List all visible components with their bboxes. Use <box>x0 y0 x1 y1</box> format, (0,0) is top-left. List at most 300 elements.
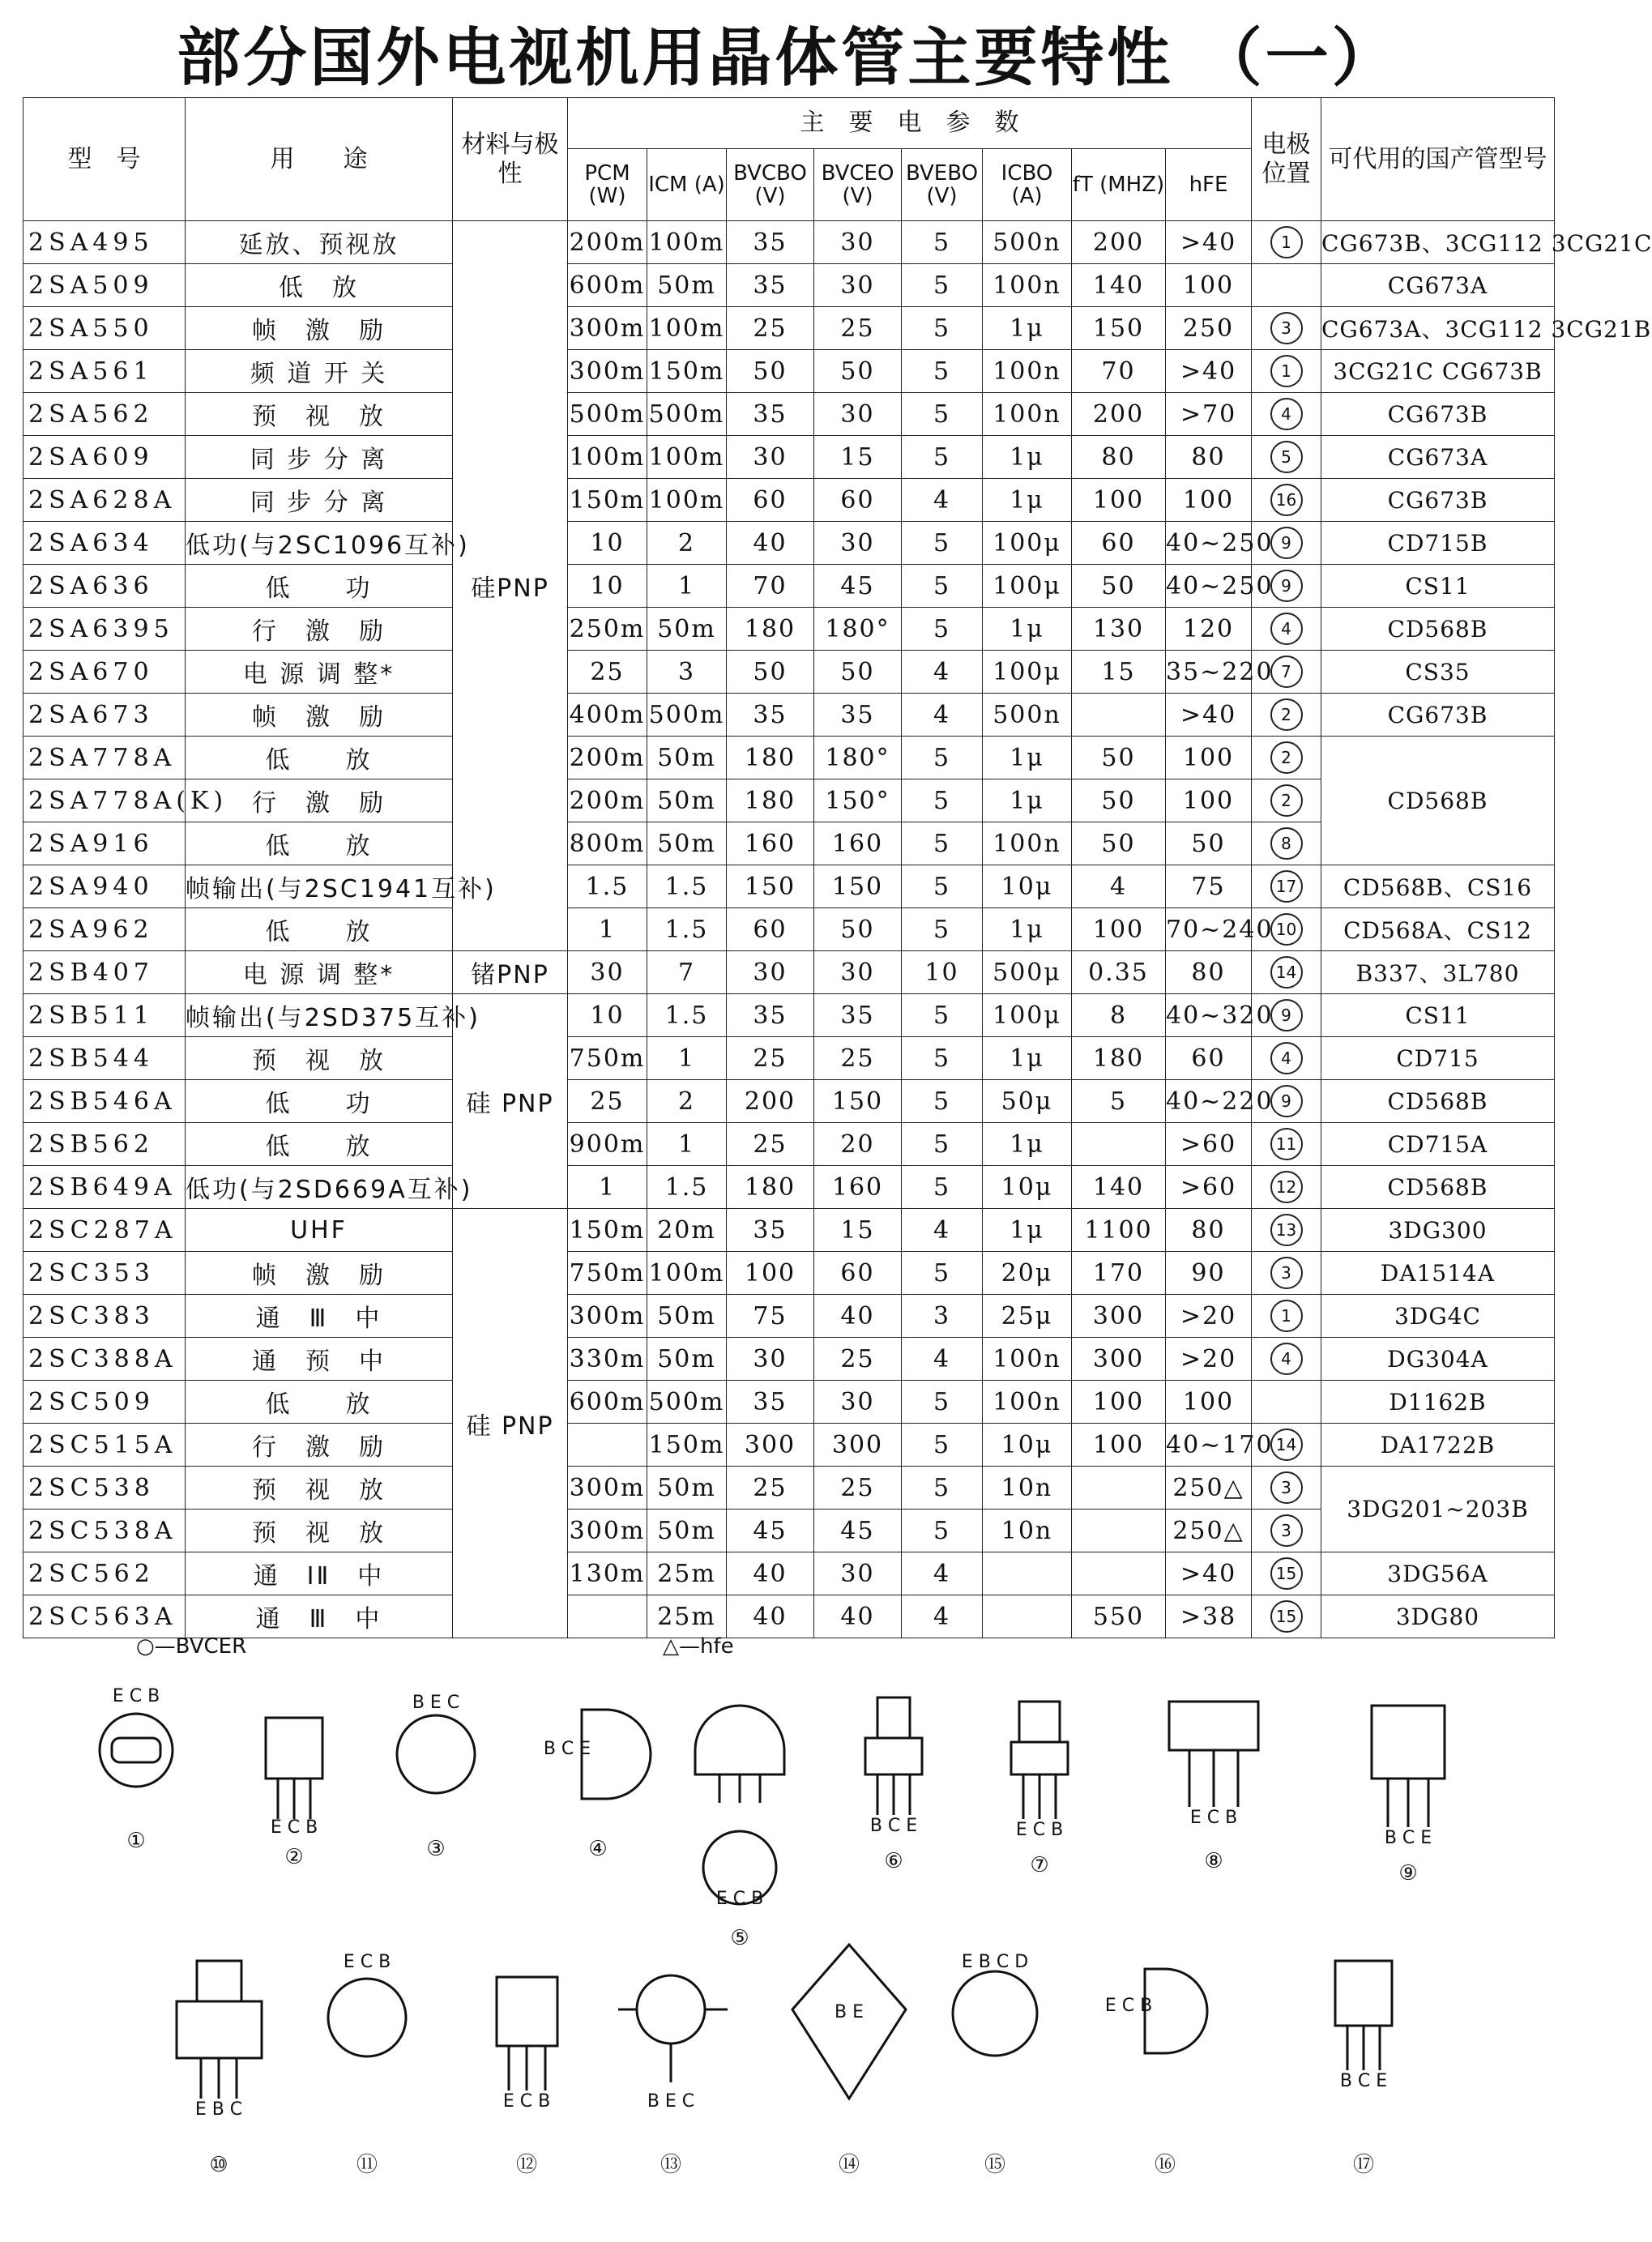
header-pcm: PCM (W) <box>568 149 647 221</box>
cell-model: 2SA670 <box>23 651 186 694</box>
cell-ft: 140 <box>1072 1166 1166 1209</box>
cell-replacement: DG304A <box>1321 1338 1555 1381</box>
cell-pcm: 750m <box>568 1037 647 1080</box>
cell-bvceo: 150° <box>814 779 902 822</box>
cell-bvcbo: 25 <box>727 1037 814 1080</box>
cell-bvcbo: 35 <box>727 1209 814 1252</box>
cell-hfe: 75 <box>1166 865 1252 908</box>
cell-ft: 8 <box>1072 994 1166 1037</box>
cell-ft: 1100 <box>1072 1209 1166 1252</box>
cell-icm: 500m <box>647 393 727 436</box>
cell-icbo: 10μ <box>983 865 1072 908</box>
cell-bvcbo: 300 <box>727 1424 814 1467</box>
cell-bvceo: 150 <box>814 1080 902 1123</box>
cell-position <box>1252 1295 1321 1338</box>
table-row <box>23 264 1555 307</box>
cell-hfe: 80 <box>1166 436 1252 479</box>
package-6-tab <box>877 1698 910 1738</box>
cell-hfe: 90 <box>1166 1252 1252 1295</box>
position-badge: 13 <box>1270 1214 1303 1246</box>
cell-ft: 100 <box>1072 908 1166 951</box>
position-badge: 4 <box>1270 1042 1303 1074</box>
cell-replacement: CG673B <box>1321 393 1555 436</box>
cell-ft <box>1072 1552 1166 1595</box>
cell-position <box>1252 436 1321 479</box>
package-13-body <box>637 1975 705 2043</box>
cell-use: 通 ⅠⅡ 中 <box>186 1552 453 1595</box>
cell-bvebo: 5 <box>902 779 983 822</box>
cell-ft: 180 <box>1072 1037 1166 1080</box>
cell-bvceo: 35 <box>814 694 902 737</box>
package-outline-drawings <box>23 1621 1554 2220</box>
cell-pcm: 900m <box>568 1123 647 1166</box>
cell-use: 帧 激 励 <box>186 1252 453 1295</box>
cell-use: 行 激 励 <box>186 1424 453 1467</box>
cell-icm: 2 <box>647 1080 727 1123</box>
cell-replacement: CD568B <box>1321 737 1555 865</box>
cell-pcm: 300m <box>568 307 647 350</box>
header-icbo: ICBO (A) <box>983 149 1072 221</box>
package-number-label: ⑦ <box>1030 1853 1049 1877</box>
cell-bvebo: 5 <box>902 608 983 651</box>
cell-bvcbo: 160 <box>727 822 814 865</box>
header-bvcbo: BVCBO (V) <box>727 149 814 221</box>
cell-bvebo: 4 <box>902 651 983 694</box>
page-title: 部分国外电视机用晶体管主要特性 （一） <box>177 22 1398 95</box>
table-row <box>23 393 1555 436</box>
cell-use: 电 源 调 整* <box>186 951 453 994</box>
cell-bvebo: 5 <box>902 307 983 350</box>
package-12-body <box>497 1977 557 2046</box>
cell-icbo: 100n <box>983 1338 1072 1381</box>
cell-pcm: 25 <box>568 1080 647 1123</box>
package-number-label: ④ <box>588 1837 608 1861</box>
cell-use: 低功(与2SD669A互补) <box>186 1166 453 1209</box>
package-3-body <box>397 1715 475 1793</box>
cell-model: 2SC388A <box>23 1338 186 1381</box>
cell-model: 2SA628A <box>23 479 186 522</box>
package-pin-labels: E C B <box>343 1952 391 1972</box>
cell-replacement: CD568B、CS16 <box>1321 865 1555 908</box>
cell-hfe: 250△ <box>1166 1510 1252 1552</box>
cell-bvebo: 5 <box>902 822 983 865</box>
cell-hfe: 40~220 <box>1166 1080 1252 1123</box>
cell-icbo: 1μ <box>983 608 1072 651</box>
cell-hfe: 250 <box>1166 307 1252 350</box>
legend-bvcer: ○—BVCER <box>136 1634 247 1659</box>
cell-ft: 5 <box>1072 1080 1166 1123</box>
package-pin-labels: E C B <box>1015 1820 1064 1840</box>
cell-use: 通 预 中 <box>186 1338 453 1381</box>
package-2-body <box>266 1718 322 1779</box>
cell-bvceo: 160 <box>814 1166 902 1209</box>
cell-ft: 80 <box>1072 436 1166 479</box>
cell-replacement: CD715B <box>1321 522 1555 565</box>
cell-ft <box>1072 694 1166 737</box>
cell-hfe: 40~250 <box>1166 565 1252 608</box>
cell-position <box>1252 1467 1321 1510</box>
package-number-label: ⑮ <box>984 2153 1006 2177</box>
cell-icm: 500m <box>647 694 727 737</box>
cell-pcm: 200m <box>568 221 647 264</box>
cell-ft: 300 <box>1072 1338 1166 1381</box>
cell-icbo: 100n <box>983 1381 1072 1424</box>
cell-icbo: 500n <box>983 221 1072 264</box>
table-row <box>23 951 1555 994</box>
cell-hfe: >40 <box>1166 694 1252 737</box>
position-badge: 4 <box>1270 1343 1303 1375</box>
cell-icbo: 100μ <box>983 565 1072 608</box>
cell-ft <box>1072 1510 1166 1552</box>
cell-ft: 300 <box>1072 1295 1166 1338</box>
cell-bvebo: 5 <box>902 737 983 779</box>
cell-icbo: 1μ <box>983 479 1072 522</box>
legend-hfe: △—hfe <box>663 1634 734 1659</box>
table-row <box>23 436 1555 479</box>
header-replacement: 可代用的国产管型号 <box>1321 98 1555 221</box>
cell-bvebo: 5 <box>902 393 983 436</box>
cell-ft <box>1072 1467 1166 1510</box>
package-pin-labels: B C E <box>1339 2071 1388 2091</box>
cell-bvceo: 20 <box>814 1123 902 1166</box>
cell-hfe: 80 <box>1166 1209 1252 1252</box>
cell-hfe: 70~240 <box>1166 908 1252 951</box>
cell-bvcbo: 25 <box>727 307 814 350</box>
position-badge: 17 <box>1270 870 1303 903</box>
cell-position <box>1252 479 1321 522</box>
position-badge: 10 <box>1270 913 1303 946</box>
cell-use: 延放、预视放 <box>186 221 453 264</box>
cell-icm: 50m <box>647 779 727 822</box>
table-row <box>23 479 1555 522</box>
position-badge: 9 <box>1270 570 1303 602</box>
package-number-label: ⑩ <box>209 2153 228 2177</box>
cell-bvceo: 35 <box>814 994 902 1037</box>
package-pin-labels: E B C <box>194 2099 243 2120</box>
cell-position <box>1252 737 1321 779</box>
cell-use: 帧 激 励 <box>186 307 453 350</box>
package-pin-labels: E C B <box>502 2091 551 2112</box>
cell-icm: 1 <box>647 565 727 608</box>
cell-position <box>1252 307 1321 350</box>
cell-pcm: 30 <box>568 951 647 994</box>
cell-use: 低 放 <box>186 264 453 307</box>
cell-ft: 100 <box>1072 1424 1166 1467</box>
cell-pcm: 1 <box>568 908 647 951</box>
cell-bvcbo: 35 <box>727 694 814 737</box>
package-number-label: ⑧ <box>1204 1849 1223 1873</box>
package-12-leads <box>509 2046 545 2090</box>
cell-icbo: 1μ <box>983 1123 1072 1166</box>
cell-bvceo: 30 <box>814 951 902 994</box>
cell-ft <box>1072 1123 1166 1166</box>
cell-use: 低 功 <box>186 565 453 608</box>
cell-hfe: 100 <box>1166 779 1252 822</box>
cell-icm: 50m <box>647 1295 727 1338</box>
cell-replacement: CG673B <box>1321 479 1555 522</box>
table-row <box>23 1252 1555 1295</box>
position-badge: 14 <box>1270 1428 1303 1461</box>
cell-icm: 100m <box>647 307 727 350</box>
package-10-leads <box>201 2058 237 2099</box>
cell-bvceo: 30 <box>814 221 902 264</box>
cell-icbo: 10n <box>983 1510 1072 1552</box>
package-number-label: ⑥ <box>884 1849 903 1873</box>
table-row <box>23 350 1555 393</box>
cell-bvcbo: 35 <box>727 1381 814 1424</box>
cell-pcm: 800m <box>568 822 647 865</box>
transistor-spec-table <box>23 97 1652 1638</box>
position-badge: 3 <box>1270 312 1303 344</box>
cell-bvcbo: 30 <box>727 436 814 479</box>
cell-icbo: 500n <box>983 694 1072 737</box>
cell-bvebo: 10 <box>902 951 983 994</box>
cell-ft: 170 <box>1072 1252 1166 1295</box>
cell-bvebo: 4 <box>902 1595 983 1638</box>
cell-hfe: >38 <box>1166 1595 1252 1638</box>
cell-hfe: >40 <box>1166 1552 1252 1595</box>
cell-bvceo: 30 <box>814 1552 902 1595</box>
cell-model: 2SC562 <box>23 1552 186 1595</box>
cell-position <box>1252 1552 1321 1595</box>
cell-model: 2SA636 <box>23 565 186 608</box>
cell-ft: 200 <box>1072 393 1166 436</box>
position-badge: 12 <box>1270 1171 1303 1203</box>
cell-pcm: 750m <box>568 1252 647 1295</box>
cell-replacement: 3DG80 <box>1321 1595 1555 1638</box>
cell-ft: 4 <box>1072 865 1166 908</box>
cell-pcm: 330m <box>568 1338 647 1381</box>
cell-bvebo: 4 <box>902 694 983 737</box>
cell-replacement: D1162B <box>1321 1381 1555 1424</box>
table-row <box>23 1424 1555 1467</box>
cell-use: 低 放 <box>186 737 453 779</box>
package-pin-labels: E C B <box>1104 1996 1153 2016</box>
table-row <box>23 221 1555 264</box>
package-number-label: ⑭ <box>838 2153 860 2177</box>
cell-use: 同 步 分 离 <box>186 479 453 522</box>
cell-icbo: 10n <box>983 1467 1072 1510</box>
position-badge: 3 <box>1270 1257 1303 1289</box>
cell-pcm <box>568 1424 647 1467</box>
cell-pcm: 300m <box>568 1467 647 1510</box>
cell-model: 2SA550 <box>23 307 186 350</box>
package-pin-labels: E C B <box>112 1686 160 1706</box>
package-number-label: ① <box>126 1829 146 1853</box>
cell-bvceo: 60 <box>814 1252 902 1295</box>
cell-use: 低 功 <box>186 1080 453 1123</box>
cell-replacement: 3DG300 <box>1321 1209 1555 1252</box>
package-11-body <box>328 1979 406 2056</box>
cell-bvcbo: 35 <box>727 221 814 264</box>
cell-use: 预 视 放 <box>186 1510 453 1552</box>
header-icm: ICM (A) <box>647 149 727 221</box>
cell-hfe: >20 <box>1166 1295 1252 1338</box>
cell-pcm: 1 <box>568 1166 647 1209</box>
position-badge: 15 <box>1270 1557 1303 1590</box>
cell-position <box>1252 264 1321 307</box>
cell-bvebo: 5 <box>902 436 983 479</box>
package-1-pins <box>112 1738 160 1762</box>
cell-use: 低 放 <box>186 1381 453 1424</box>
cell-pcm: 10 <box>568 994 647 1037</box>
package-pin-labels: B E C <box>647 2091 695 2112</box>
position-badge: 16 <box>1270 484 1303 516</box>
cell-pcm: 100m <box>568 436 647 479</box>
cell-bvcbo: 75 <box>727 1295 814 1338</box>
cell-position <box>1252 1381 1321 1424</box>
position-badge: 1 <box>1270 355 1303 387</box>
cell-model: 2SC538A <box>23 1510 186 1552</box>
package-pin-labels: E B C D <box>961 1952 1029 1972</box>
package-8-body <box>1169 1702 1258 1750</box>
position-badge: 2 <box>1270 784 1303 817</box>
package-number-label: ⑪ <box>356 2153 378 2177</box>
cell-position <box>1252 608 1321 651</box>
cell-model: 2SA609 <box>23 436 186 479</box>
cell-bvebo: 5 <box>902 1424 983 1467</box>
table-row <box>23 565 1555 608</box>
cell-replacement: DA1722B <box>1321 1424 1555 1467</box>
cell-icm: 1.5 <box>647 994 727 1037</box>
table-row <box>23 307 1555 350</box>
header-bvebo: BVEBO (V) <box>902 149 983 221</box>
cell-bvceo: 45 <box>814 1510 902 1552</box>
cell-pcm: 200m <box>568 779 647 822</box>
cell-replacement: CS11 <box>1321 565 1555 608</box>
cell-bvceo: 30 <box>814 1381 902 1424</box>
cell-bvebo: 5 <box>902 1123 983 1166</box>
cell-icm: 1.5 <box>647 908 727 951</box>
cell-hfe: 35~220 <box>1166 651 1252 694</box>
cell-ft: 100 <box>1072 1381 1166 1424</box>
cell-model: 2SC515A <box>23 1424 186 1467</box>
cell-hfe: 80 <box>1166 951 1252 994</box>
cell-bvcbo: 60 <box>727 908 814 951</box>
cell-bvebo: 5 <box>902 994 983 1037</box>
cell-position <box>1252 865 1321 908</box>
cell-bvceo: 300 <box>814 1424 902 1467</box>
package-7-body <box>1011 1742 1068 1774</box>
cell-use: UHF <box>186 1209 453 1252</box>
cell-pcm: 10 <box>568 565 647 608</box>
table-row <box>23 1123 1555 1166</box>
cell-bvceo: 30 <box>814 264 902 307</box>
cell-icbo: 100n <box>983 264 1072 307</box>
cell-ft: 70 <box>1072 350 1166 393</box>
cell-pcm: 600m <box>568 264 647 307</box>
position-badge: 1 <box>1270 226 1303 258</box>
cell-replacement: 3DG201~203B <box>1321 1467 1555 1552</box>
cell-hfe: 250△ <box>1166 1467 1252 1510</box>
cell-ft: 60 <box>1072 522 1166 565</box>
cell-pcm: 300m <box>568 1510 647 1552</box>
cell-position <box>1252 822 1321 865</box>
cell-model: 2SB649A <box>23 1166 186 1209</box>
cell-model: 2SA561 <box>23 350 186 393</box>
cell-icm: 100m <box>647 1252 727 1295</box>
cell-bvceo: 25 <box>814 1037 902 1080</box>
cell-model: 2SC383 <box>23 1295 186 1338</box>
table-row <box>23 694 1555 737</box>
cell-icm: 1.5 <box>647 865 727 908</box>
package-number-label: ⑰ <box>1352 2153 1375 2177</box>
cell-position <box>1252 951 1321 994</box>
cell-bvebo: 3 <box>902 1295 983 1338</box>
cell-model: 2SA940 <box>23 865 186 908</box>
cell-bvebo: 5 <box>902 522 983 565</box>
cell-use: 电 源 调 整* <box>186 651 453 694</box>
table-row <box>23 522 1555 565</box>
cell-icbo: 10μ <box>983 1424 1072 1467</box>
cell-ft: 130 <box>1072 608 1166 651</box>
table-row <box>23 1166 1555 1209</box>
cell-bvebo: 5 <box>902 350 983 393</box>
cell-pcm: 150m <box>568 1209 647 1252</box>
cell-model: 2SA778A <box>23 737 186 779</box>
cell-icm: 1 <box>647 1037 727 1080</box>
table-row <box>23 1209 1555 1252</box>
cell-replacement: CS11 <box>1321 994 1555 1037</box>
cell-bvebo: 4 <box>902 1552 983 1595</box>
cell-bvebo: 5 <box>902 221 983 264</box>
cell-bvceo: 50 <box>814 908 902 951</box>
cell-hfe: 60 <box>1166 1037 1252 1080</box>
cell-bvebo: 5 <box>902 1510 983 1552</box>
cell-position <box>1252 221 1321 264</box>
cell-bvcbo: 60 <box>727 479 814 522</box>
cell-icm: 100m <box>647 221 727 264</box>
header-position: 电极位置 <box>1252 98 1321 221</box>
cell-icbo: 100μ <box>983 651 1072 694</box>
cell-ft: 0.35 <box>1072 951 1166 994</box>
cell-model: 2SA6395 <box>23 608 186 651</box>
cell-icbo: 1μ <box>983 1209 1072 1252</box>
cell-icbo: 1μ <box>983 779 1072 822</box>
cell-icm: 100m <box>647 436 727 479</box>
cell-model: 2SB562 <box>23 1123 186 1166</box>
table-row <box>23 865 1555 908</box>
cell-ft: 100 <box>1072 479 1166 522</box>
table-row <box>23 1467 1555 1510</box>
cell-bvcbo: 200 <box>727 1080 814 1123</box>
cell-icm: 50m <box>647 1510 727 1552</box>
cell-replacement: DA1514A <box>1321 1252 1555 1295</box>
cell-position <box>1252 1338 1321 1381</box>
cell-icbo: 25μ <box>983 1295 1072 1338</box>
cell-icbo: 20μ <box>983 1252 1072 1295</box>
cell-use: 帧输出(与2SC1941互补) <box>186 865 453 908</box>
cell-icm: 25m <box>647 1552 727 1595</box>
cell-pcm: 200m <box>568 737 647 779</box>
cell-ft: 50 <box>1072 822 1166 865</box>
cell-hfe: >60 <box>1166 1123 1252 1166</box>
package-number-label: ② <box>284 1845 304 1869</box>
package-16-body <box>1145 1969 1207 2053</box>
cell-icm: 20m <box>647 1209 727 1252</box>
position-badge: 8 <box>1270 827 1303 860</box>
cell-use: 频 道 开 关 <box>186 350 453 393</box>
cell-bvebo: 5 <box>902 1080 983 1123</box>
cell-bvceo: 15 <box>814 1209 902 1252</box>
cell-bvebo: 5 <box>902 1037 983 1080</box>
package-9-leads <box>1388 1779 1428 1827</box>
cell-model: 2SC287A <box>23 1209 186 1252</box>
package-5-leads <box>719 1774 760 1803</box>
cell-icm: 150m <box>647 1424 727 1467</box>
cell-ft: 15 <box>1072 651 1166 694</box>
cell-ft: 50 <box>1072 565 1166 608</box>
